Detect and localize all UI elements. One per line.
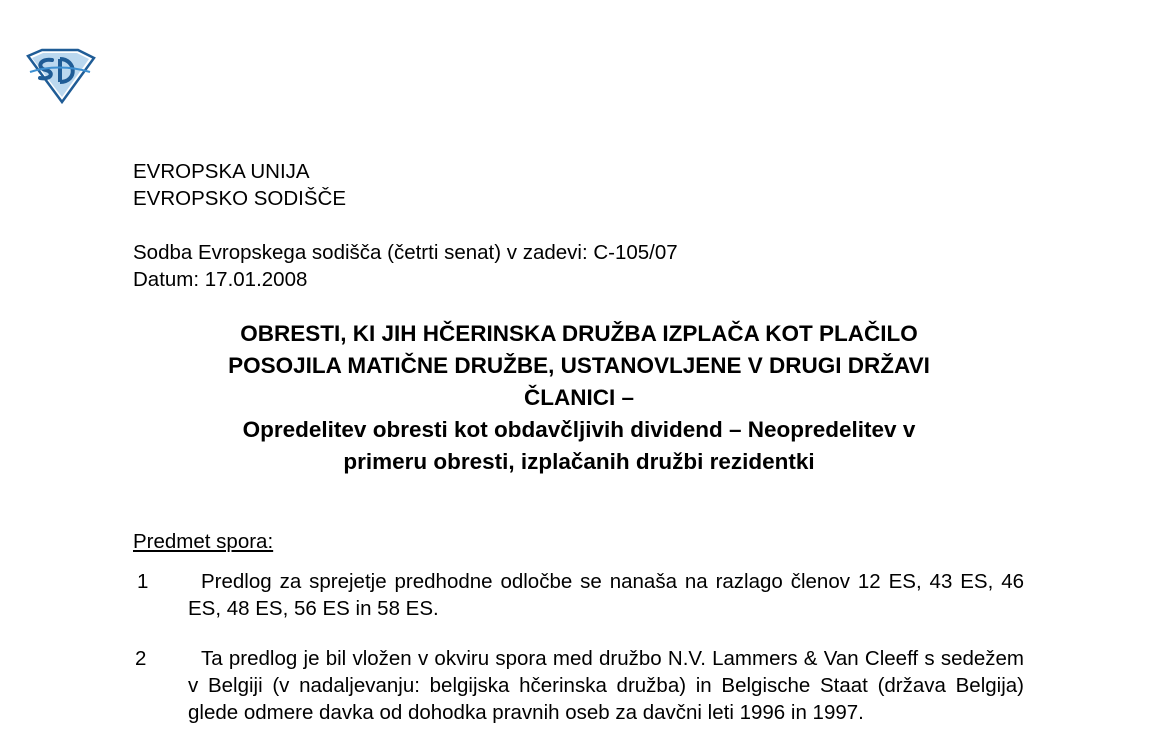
paragraph-number-2: 2 <box>135 647 147 670</box>
document-title <box>130 318 1028 478</box>
org-line-1: EVROPSKA UNIJA <box>133 160 310 183</box>
court-logo-icon <box>22 48 96 104</box>
paragraph-text-2: Ta predlog je bil vložen v okviru spora med družbo N.V. Lammers & Van Cleeff s sedežem v Belgiji (v nadaljevanju: belgijska hčerinska družba) in Belgische Staat (država Belgija) glede odmere davka od dohodka pravnih oseb za davčni leti 1996 in 1997. <box>188 647 1024 724</box>
title-line-1: OBRESTI, KI JIH HČERINSKA DRUŽBA IZPLAČA KOT PLAČILO <box>240 321 918 346</box>
title-line-3: ČLANICI – <box>523 385 634 410</box>
paragraph-text-1: Predlog za sprejetje predhodne odločbe se nanaša na razlago členov 12 ES, 43 ES, 46 ES, 48 ES, 56 ES in 58 ES. <box>188 570 1024 620</box>
date-line: Datum: 17.01.2008 <box>133 268 308 291</box>
subject-heading: Predmet spora: <box>133 530 274 553</box>
title-line-5: primeru obresti, izplačanih družbi rezidentki <box>343 449 815 474</box>
paragraph-number-1: 1 <box>137 570 149 593</box>
org-line-2: EVROPSKO SODIŠČE <box>133 187 347 210</box>
judgment-line: Sodba Evropskega sodišča (četrti senat) v zadevi: C-105/07 <box>133 241 678 264</box>
title-line-4: Opredelitev obresti kot obdavčljivih dividend – Neopredelitev v <box>242 417 916 442</box>
title-line-2: POSOJILA MATIČNE DRUŽBE, USTANOVLJENE V DRUGI DRŽAVI <box>228 353 930 378</box>
